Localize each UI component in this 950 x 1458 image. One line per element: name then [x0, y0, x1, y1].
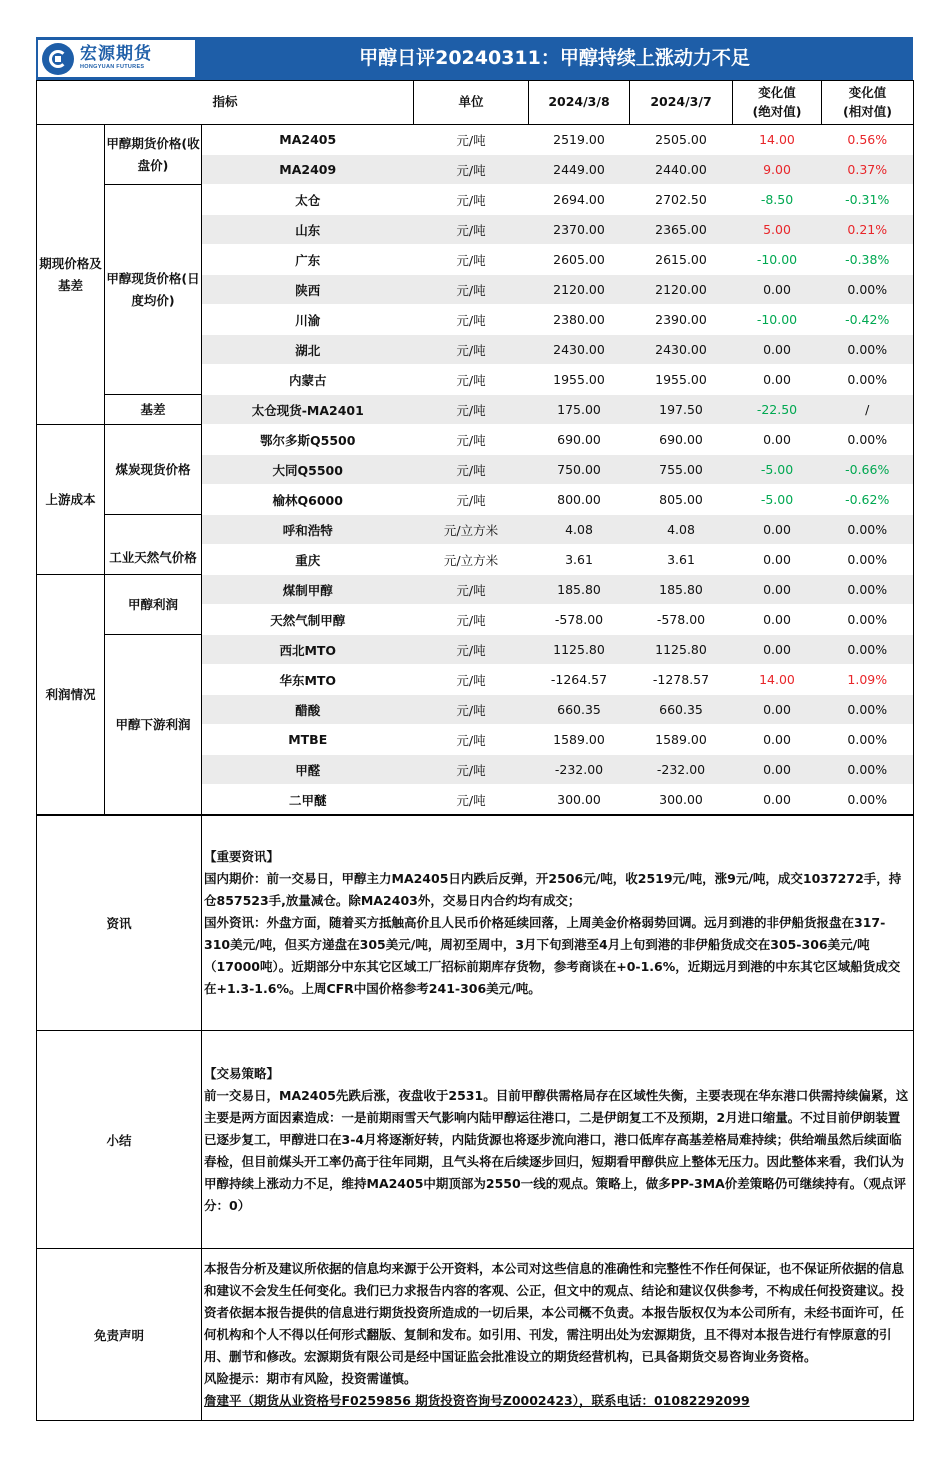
row-abs-change: 9.00 — [733, 155, 822, 185]
row-name: 川渝 — [202, 305, 414, 335]
row-abs-change: 0.00 — [733, 335, 822, 365]
col-date2: 2024/3/7 — [630, 81, 733, 125]
row-unit: 元/吨 — [414, 455, 529, 485]
row-value-date1: -232.00 — [529, 755, 630, 785]
row-name: 广东 — [202, 245, 414, 275]
summary-heading: 【交易策略】 — [204, 1065, 280, 1081]
row-rel-change: -0.42% — [822, 305, 914, 335]
subgroup-label: 基差 — [105, 395, 202, 425]
report-header — [36, 37, 913, 80]
row-value-date2: 2440.00 — [630, 155, 733, 185]
summary-section — [37, 1031, 914, 1249]
table-row — [37, 185, 914, 215]
table-row — [37, 395, 914, 425]
row-rel-change: 1.09% — [822, 665, 914, 695]
subgroup-label: 甲醇下游利润 — [105, 635, 202, 815]
row-name: 太仓 — [202, 185, 414, 215]
disclaimer-label: 免责声明 — [37, 1249, 202, 1421]
row-rel-change: -0.31% — [822, 185, 914, 215]
subgroup-label: 甲醇期货价格(收盘价) — [105, 125, 202, 185]
row-name: 煤制甲醇 — [202, 575, 414, 605]
row-unit: 元/吨 — [414, 695, 529, 725]
row-value-date2: 690.00 — [630, 425, 733, 455]
row-abs-change: 0.00 — [733, 515, 822, 545]
row-value-date2: 805.00 — [630, 485, 733, 515]
disclaimer-text: 本报告分析及建议所依据的信息均来源于公开资料，本公司对这些信息的准确性和完整性不作任何保证，也不保证所依据的信息和建议不会发生任何变化。我们已力求报告内容的客观、公正，但文中的观点、结论和建议仅供参考，不构成任何投资建议。投资者依据本报告提供的信息进行期货投资所造成的一切后果，本公司概不负责。本报告版权仅为本公司所有，未经书面许可，任何机构和个人不得以任何形式翻版、复制和发布。如引用、刊发，需注明出处为宏源期货，且不得对本报告进行有悖原意的引用、删节和修改。宏源期货有限公司是经中国证监会批准设立的期货经营机构，已具备期货交易咨询业务资格。 — [204, 1260, 905, 1364]
row-value-date2: 755.00 — [630, 455, 733, 485]
row-value-date1: 800.00 — [529, 485, 630, 515]
row-value-date2: 2365.00 — [630, 215, 733, 245]
row-value-date1: 660.35 — [529, 695, 630, 725]
row-name: MTBE — [202, 725, 414, 755]
row-rel-change: 0.00% — [822, 365, 914, 395]
row-value-date2: 660.35 — [630, 695, 733, 725]
text-sections — [36, 815, 914, 1421]
row-unit: 元/吨 — [414, 335, 529, 365]
row-value-date1: -578.00 — [529, 605, 630, 635]
row-value-date1: 4.08 — [529, 515, 630, 545]
row-value-date1: 2519.00 — [529, 125, 630, 155]
subgroup-label: 煤炭现货价格 — [105, 425, 202, 515]
row-unit: 元/吨 — [414, 635, 529, 665]
row-unit: 元/吨 — [414, 785, 529, 815]
table-row — [37, 635, 914, 665]
row-rel-change: 0.00% — [822, 725, 914, 755]
row-rel-change: 0.21% — [822, 215, 914, 245]
row-value-date2: 1589.00 — [630, 725, 733, 755]
row-unit: 元/吨 — [414, 305, 529, 335]
row-value-date2: 4.08 — [630, 515, 733, 545]
row-abs-change: 0.00 — [733, 425, 822, 455]
row-value-date1: 2694.00 — [529, 185, 630, 215]
table-row — [37, 425, 914, 455]
row-abs-change: 14.00 — [733, 125, 822, 155]
row-abs-change: 0.00 — [733, 635, 822, 665]
row-name: MA2405 — [202, 125, 414, 155]
news-domestic: 国内期价：前一交易日，甲醇主力MA2405日内跌后反弹，开2506元/吨，收2519元/吨，涨9元/吨，成交1037272手，持仓857523手,放量减仓。除MA2403外，交易日内合约均有成交； — [204, 871, 902, 908]
row-value-date1: 2605.00 — [529, 245, 630, 275]
row-unit: 元/吨 — [414, 665, 529, 695]
row-name: 醋酸 — [202, 695, 414, 725]
report-sheet — [36, 37, 913, 1421]
row-name: 重庆 — [202, 545, 414, 575]
row-rel-change: 0.00% — [822, 425, 914, 455]
news-label: 资讯 — [37, 816, 202, 1031]
group-label: 上游成本 — [37, 425, 105, 575]
row-name: 华东MTO — [202, 665, 414, 695]
row-value-date1: 1589.00 — [529, 725, 630, 755]
row-abs-change: 14.00 — [733, 665, 822, 695]
row-rel-change: 0.00% — [822, 605, 914, 635]
row-abs-change: -10.00 — [733, 305, 822, 335]
row-unit: 元/吨 — [414, 725, 529, 755]
row-value-date2: 1125.80 — [630, 635, 733, 665]
subgroup-label: 甲醇现货价格(日度均价) — [105, 185, 202, 395]
row-unit: 元/吨 — [414, 215, 529, 245]
table-row — [37, 125, 914, 155]
row-rel-change: 0.00% — [822, 785, 914, 815]
row-value-date2: 185.80 — [630, 575, 733, 605]
summary-label: 小结 — [37, 1031, 202, 1249]
row-abs-change: 0.00 — [733, 725, 822, 755]
row-value-date1: 175.00 — [529, 395, 630, 425]
row-abs-change: 0.00 — [733, 785, 822, 815]
subgroup-label: 工业天然气价格 — [105, 515, 202, 575]
row-name: 西北MTO — [202, 635, 414, 665]
column-header-row — [37, 81, 914, 125]
row-value-date1: 2120.00 — [529, 275, 630, 305]
row-value-date1: 2449.00 — [529, 155, 630, 185]
row-value-date1: 3.61 — [529, 545, 630, 575]
row-abs-change: 0.00 — [733, 575, 822, 605]
row-value-date1: 2430.00 — [529, 335, 630, 365]
row-unit: 元/吨 — [414, 395, 529, 425]
row-rel-change: 0.37% — [822, 155, 914, 185]
subgroup-label: 甲醇利润 — [105, 575, 202, 635]
row-value-date2: -232.00 — [630, 755, 733, 785]
row-value-date2: 3.61 — [630, 545, 733, 575]
row-value-date2: 1955.00 — [630, 365, 733, 395]
row-rel-change: -0.62% — [822, 485, 914, 515]
summary-text: 前一交易日，MA2405先跌后涨，夜盘收于2531。目前甲醇供需格局存在区域性失衡，主要表现在华东港口供需持续偏紧，这主要是两方面因素造成：一是前期雨雪天气影响内陆甲醇运往港口，二是伊朗复工不及预期，2月进口缩量。不过目前伊朗装置已逐步复工，甲醇进口在3-4月将逐渐好转，内陆货源也将逐步流向港口，港口低库存高基差格局难持续；供给端虽然后续面临春检，但目前煤头开工率仍高于往年同期，且气头将在后续逐步回归，短期看甲醇供应上整体无压力。因此整体来看，我们认为甲醇持续上涨动力不足，维持MA2405中期顶部为2550一线的观点。策略上，做多PP-3MA价差策略仍可继续持有。（观点评分：0） — [204, 1087, 909, 1213]
row-name: 湖北 — [202, 335, 414, 365]
disclaimer-body — [202, 1249, 914, 1421]
row-name: 呼和浩特 — [202, 515, 414, 545]
brand-name-en: HONGYUAN FUTURES — [80, 64, 145, 71]
row-value-date2: 2615.00 — [630, 245, 733, 275]
row-abs-change: 0.00 — [733, 275, 822, 305]
risk-warning: 风险提示：期市有风险，投资需谨慎。 — [204, 1370, 417, 1386]
row-rel-change: 0.00% — [822, 575, 914, 605]
row-rel-change: 0.56% — [822, 125, 914, 155]
row-unit: 元/吨 — [414, 365, 529, 395]
row-value-date2: -578.00 — [630, 605, 733, 635]
table-row — [37, 515, 914, 545]
row-rel-change: / — [822, 395, 914, 425]
col-date1: 2024/3/8 — [529, 81, 630, 125]
row-abs-change: -5.00 — [733, 455, 822, 485]
row-name: 大同Q5500 — [202, 455, 414, 485]
row-unit: 元/吨 — [414, 485, 529, 515]
row-unit: 元/吨 — [414, 155, 529, 185]
row-unit: 元/吨 — [414, 125, 529, 155]
row-value-date1: 1955.00 — [529, 365, 630, 395]
row-name: 山东 — [202, 215, 414, 245]
row-name: 内蒙古 — [202, 365, 414, 395]
disclaimer-section — [37, 1249, 914, 1421]
row-abs-change: 0.00 — [733, 755, 822, 785]
row-rel-change: 0.00% — [822, 275, 914, 305]
row-value-date1: 750.00 — [529, 455, 630, 485]
row-value-date2: 2505.00 — [630, 125, 733, 155]
row-rel-change: 0.00% — [822, 695, 914, 725]
row-name: 陕西 — [202, 275, 414, 305]
row-value-date2: 2702.50 — [630, 185, 733, 215]
row-unit: 元/吨 — [414, 755, 529, 785]
row-value-date2: 2430.00 — [630, 335, 733, 365]
row-value-date2: 300.00 — [630, 785, 733, 815]
brand-name-cn: 宏源期货 — [80, 44, 152, 65]
row-rel-change: 0.00% — [822, 545, 914, 575]
group-label: 期现价格及基差 — [37, 125, 105, 425]
brand-logo — [38, 40, 195, 77]
row-rel-change: 0.00% — [822, 635, 914, 665]
row-abs-change: 0.00 — [733, 695, 822, 725]
brand-logo-icon — [42, 43, 74, 75]
col-indicator: 指标 — [37, 81, 414, 125]
row-rel-change: 0.00% — [822, 335, 914, 365]
col-rel-change: 变化值 (相对值) — [822, 81, 914, 125]
price-table — [36, 80, 914, 815]
row-value-date2: 2120.00 — [630, 275, 733, 305]
row-value-date1: 1125.80 — [529, 635, 630, 665]
summary-body — [202, 1031, 914, 1249]
row-name: 甲醛 — [202, 755, 414, 785]
row-rel-change: -0.38% — [822, 245, 914, 275]
row-value-date1: 2370.00 — [529, 215, 630, 245]
row-unit: 元/吨 — [414, 605, 529, 635]
row-name: 太仓现货-MA2401 — [202, 395, 414, 425]
row-unit: 元/立方米 — [414, 545, 529, 575]
row-unit: 元/吨 — [414, 185, 529, 215]
row-abs-change: 0.00 — [733, 605, 822, 635]
table-row — [37, 575, 914, 605]
row-name: 榆林Q6000 — [202, 485, 414, 515]
row-unit: 元/吨 — [414, 575, 529, 605]
col-unit: 单位 — [414, 81, 529, 125]
row-abs-change: 5.00 — [733, 215, 822, 245]
row-rel-change: -0.66% — [822, 455, 914, 485]
row-value-date1: 2380.00 — [529, 305, 630, 335]
news-body — [202, 816, 914, 1031]
row-value-date1: 300.00 — [529, 785, 630, 815]
row-rel-change: 0.00% — [822, 515, 914, 545]
row-rel-change: 0.00% — [822, 755, 914, 785]
row-unit: 元/吨 — [414, 425, 529, 455]
row-abs-change: 0.00 — [733, 545, 822, 575]
col-abs-change: 变化值 (绝对值) — [733, 81, 822, 125]
news-foreign: 国外资讯：外盘方面，随着买方抵触高价且人民币价格延续回落，上周美金价格弱势回调。远月到港的非伊船货报盘在317-310美元/吨，但买方递盘在305美元/吨，周初至周中，3月下旬到港至4月上旬到港的非伊船货成交在305-306美元/吨（17000吨）。近期部分中东其它区域工厂招标前期库存货物，参考商谈在+0-1.6%，近期远月到港的中东其它区域船货成交在+1.3-1.6%。上周CFR中国价格参考241-306美元/吨。 — [204, 915, 901, 996]
row-name: MA2409 — [202, 155, 414, 185]
row-value-date1: -1264.57 — [529, 665, 630, 695]
row-value-date2: -1278.57 — [630, 665, 733, 695]
news-section — [37, 816, 914, 1031]
row-value-date1: 690.00 — [529, 425, 630, 455]
row-abs-change: 0.00 — [733, 365, 822, 395]
row-value-date2: 197.50 — [630, 395, 733, 425]
row-abs-change: -22.50 — [733, 395, 822, 425]
row-abs-change: -8.50 — [733, 185, 822, 215]
row-value-date1: 185.80 — [529, 575, 630, 605]
row-abs-change: -10.00 — [733, 245, 822, 275]
report-title: 甲醇日评20240311：甲醇持续上涨动力不足 — [359, 47, 750, 69]
row-name: 二甲醚 — [202, 785, 414, 815]
row-value-date2: 2390.00 — [630, 305, 733, 335]
group-label: 利润情况 — [37, 575, 105, 815]
row-unit: 元/吨 — [414, 275, 529, 305]
row-name: 鄂尔多斯Q5500 — [202, 425, 414, 455]
row-name: 天然气制甲醇 — [202, 605, 414, 635]
news-heading: 【重要资讯】 — [204, 849, 280, 864]
row-abs-change: -5.00 — [733, 485, 822, 515]
row-unit: 元/立方米 — [414, 515, 529, 545]
author-contact: 詹建平（期货从业资格号F0259856 期货投资咨询号Z0002423），联系电话：01082292099 — [204, 1392, 750, 1408]
row-unit: 元/吨 — [414, 245, 529, 275]
